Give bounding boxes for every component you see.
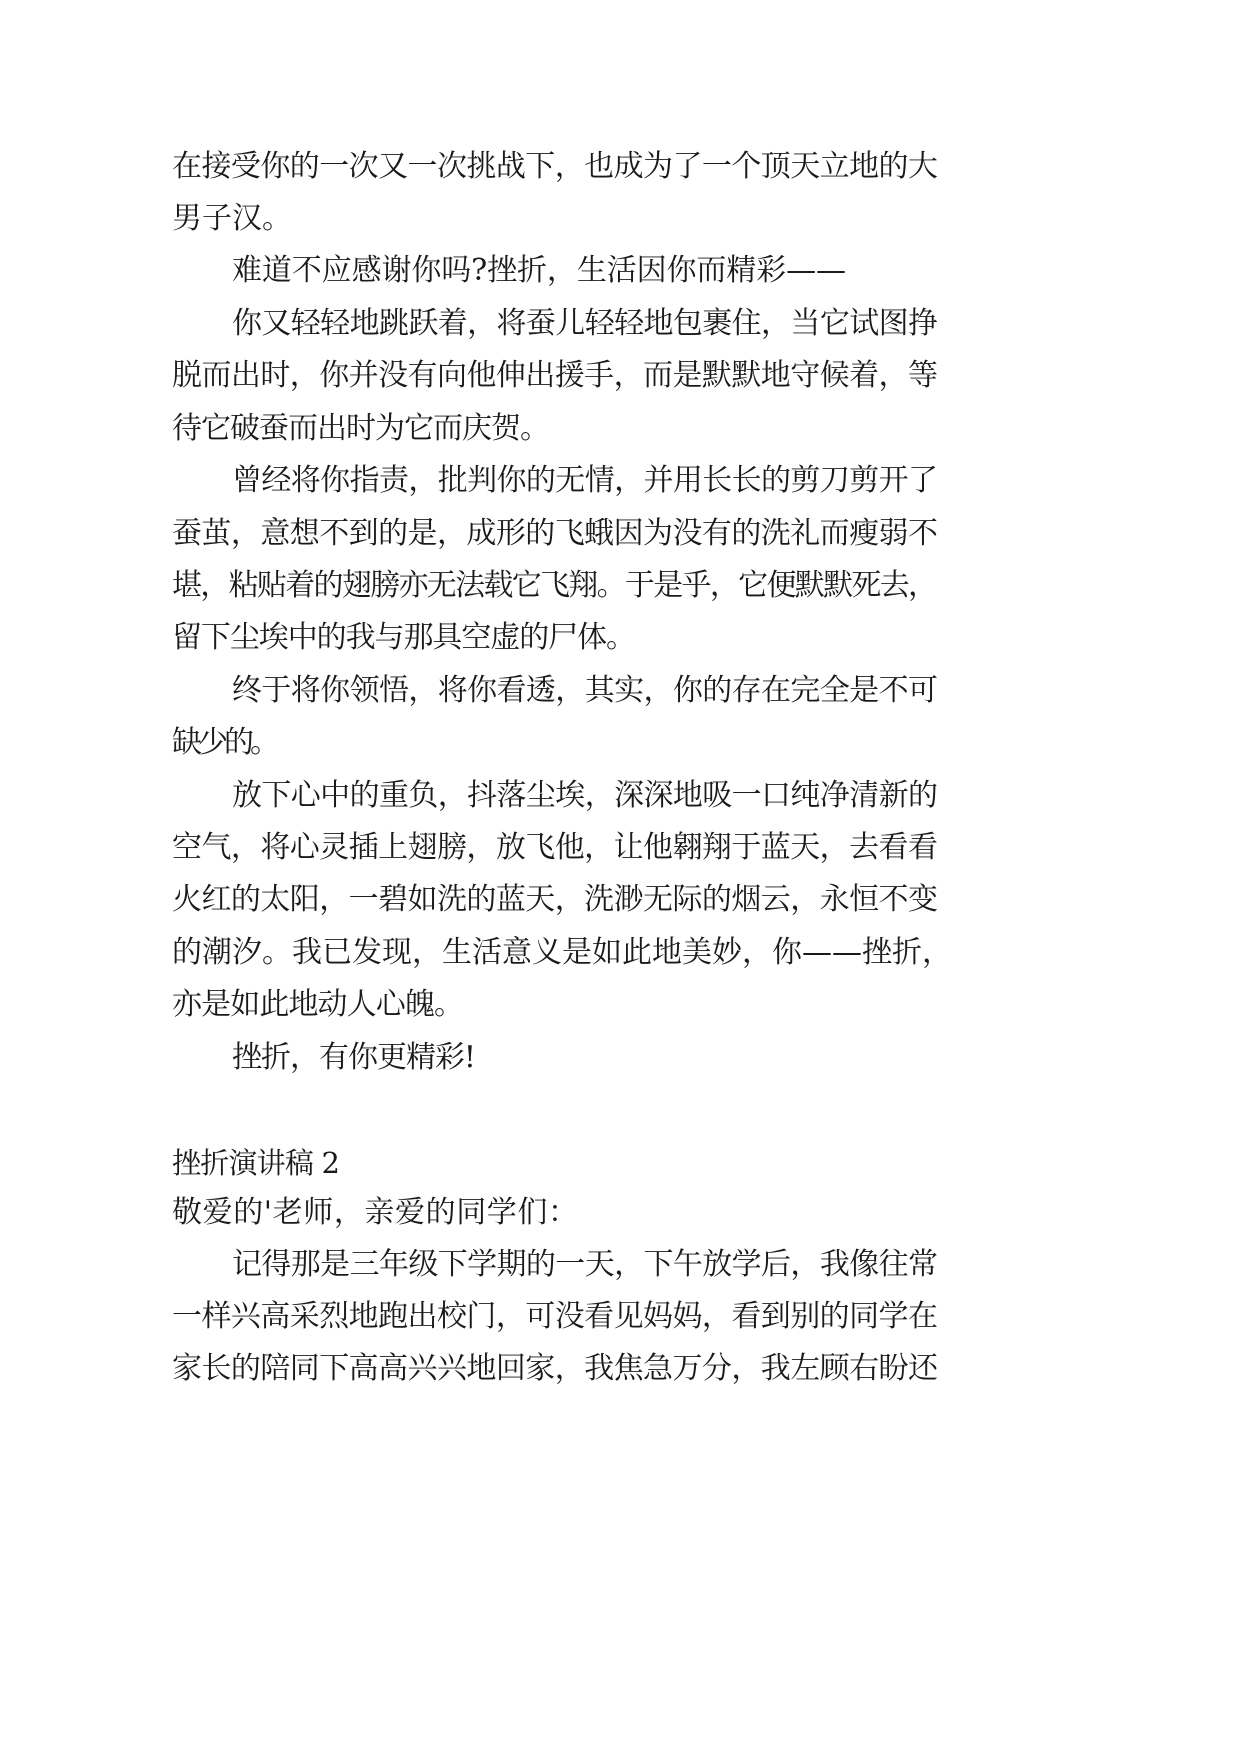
section-heading-text: 挫折演讲稿 2 (172, 1146, 340, 1180)
text-line (0, 818, 1241, 878)
paragraph-first-line (0, 1235, 1241, 1295)
text-line-content: 放下心中的重负，抖落尘埃，深深地吸一口纯净清新的 (232, 778, 938, 813)
paragraph-first-line (0, 1028, 1241, 1088)
paragraph-first-line (0, 766, 1241, 826)
text-line-content: 蚕茧，意想不到的是，成形的飞蛾因为没有的洗礼而瘦弱不 (172, 516, 938, 551)
paragraph-first-line (0, 294, 1241, 354)
text-line (0, 346, 1241, 406)
text-line (0, 1287, 1241, 1347)
text-line-content: 难道不应感谢你吗?挫折，生活因你而精彩—— (232, 253, 846, 288)
text-line-content: 的潮汐。我已发现，生活意义是如此地美妙，你——挫折， (172, 935, 952, 970)
text-line (0, 504, 1241, 564)
text-line-content: 敬爱的'老师，亲爱的同学们： (172, 1195, 579, 1230)
text-line-content: 在接受你的一次又一次挑战下，也成为了一个顶天立地的大 (172, 149, 938, 184)
text-line-content: 脱而出时，你并没有向他伸出援手，而是默默地守候着，等 (172, 358, 938, 393)
text-line-content: 火红的太阳，一碧如洗的蓝天，洗渺无际的烟云，永恒不变 (172, 882, 938, 917)
text-line-content: 曾经将你指责，批判你的无情，并用长长的剪刀剪开了 (232, 463, 938, 498)
text-line (0, 870, 1241, 930)
paragraph-first-line (0, 241, 1241, 301)
text-line-content: 待它破蚕而出时为它而庆贺。 (172, 411, 549, 446)
text-line (0, 189, 1241, 249)
text-line-content: 留下尘埃中的我与那具空虚的尸体。 (172, 620, 635, 655)
text-line (0, 399, 1241, 459)
text-line (0, 556, 1241, 616)
text-line (0, 1339, 1241, 1399)
text-line-content: 记得那是三年级下学期的一天，下午放学后，我像往常 (232, 1247, 938, 1282)
text-line-content: 缺少的。 (172, 725, 276, 760)
text-line (0, 975, 1241, 1035)
salutation-line (0, 1183, 1241, 1243)
text-line-content: 男子汉。 (172, 201, 292, 236)
text-line (0, 923, 1241, 983)
text-line (0, 608, 1241, 668)
text-line-content: 一样兴高采烈地跑出校门，可没看见妈妈，看到别的同学在 (172, 1299, 938, 1334)
text-line (0, 713, 1241, 773)
paragraph-first-line (0, 661, 1241, 721)
text-line-content: 你又轻轻地跳跃着，将蚕儿轻轻地包裹住，当它试图挣 (232, 306, 938, 341)
text-line-content: 家长的陪同下高高兴兴地回家，我焦急万分，我左顾右盼还 (172, 1351, 938, 1386)
text-line-content: 终于将你领悟，将你看透，其实，你的存在完全是不可 (232, 673, 938, 708)
text-line-content: 亦是如此地动人心魄。 (172, 987, 464, 1022)
text-line (0, 137, 1241, 197)
paragraph-first-line (0, 451, 1241, 511)
text-line-content: 堪，粘贴着的翅膀亦无法载它飞翔。于是乎，它便默默死去， (172, 568, 937, 603)
text-line-content: 空气，将心灵插上翅膀，放飞他，让他翱翔于蓝天，去看看 (172, 830, 938, 865)
text-line-content: 挫折，有你更精彩! (232, 1040, 475, 1075)
